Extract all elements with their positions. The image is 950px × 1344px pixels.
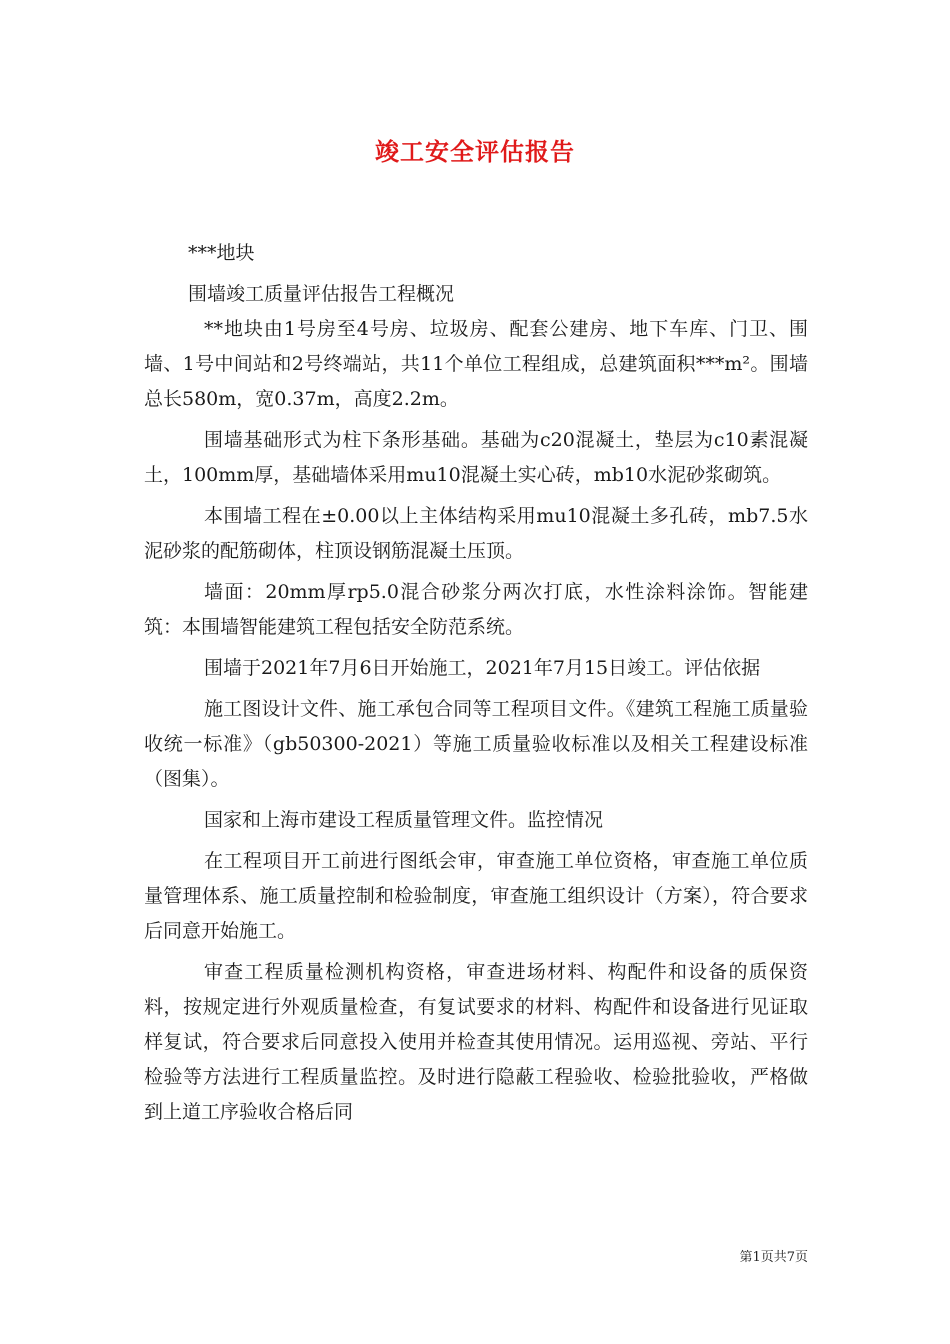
paragraph-regulations: 国家和上海市建设工程质量管理文件。监控情况 [204, 809, 604, 831]
paragraph-quality-control: 审查工程质量检测机构资格，审查进场材料、构配件和设备的质保资料，按规定进行外观质量检查，有复试要求的材料、构配件和设备进行见证取样复试，符合要求后同意投入使用并检查其使用情况。运用巡视、旁站、平行检验等方法进行工程质量监控。及时进行隐蔽工程验收、检验批验收，严格做到上道工序验收合格后同 [144, 961, 808, 1123]
paragraph-pre-construction: 在工程项目开工前进行图纸会审，审查施工单位资格，审查施工单位质量管理体系、施工质量控制和检验制度，审查施工组织设计（方案），符合要求后同意开始施工。 [144, 850, 808, 942]
paragraph-overview-heading: 围墙竣工质量评估报告工程概况 [188, 283, 455, 305]
paragraph-schedule: 围墙于2021年7月6日开始施工，2021年7月15日竣工。评估依据 [204, 657, 761, 679]
paragraph-basis: 施工图设计文件、施工承包合同等工程项目文件。《建筑工程施工质量验收统一标准》（gb50300-2021）等施工质量验收标准以及相关工程建设标准（图集）。 [144, 698, 808, 790]
document-body [144, 236, 808, 1130]
paragraph-foundation: 围墙基础形式为柱下条形基础。基础为c20混凝土，垫层为c10素混凝土，100mm厚，基础墙体采用mu10混凝土实心砖，mb10水泥砂浆砌筑。 [144, 429, 808, 486]
document-title: 竣工安全评估报告 [375, 137, 575, 166]
paragraph-overview: **地块由1号房至4号房、垃圾房、配套公建房、地下车库、门卫、围墙、1号中间站和2号终端站，共11个单位工程组成，总建筑面积***m²。围墙总长580m，宽0.37m，高度2.2m。 [144, 318, 808, 410]
paragraph-plot: ***地块 [188, 242, 255, 264]
page-number: 第1页共7页 [739, 1250, 808, 1265]
paragraph-structure: 本围墙工程在±0.00以上主体结构采用mu10混凝土多孔砖，mb7.5水泥砂浆的配筋砌体，柱顶设钢筋混凝土压顶。 [144, 505, 808, 562]
paragraph-wall-surface: 墙面：20mm厚rp5.0混合砂浆分两次打底，水性涂料涂饰。智能建筑：本围墙智能建筑工程包括安全防范系统。 [144, 581, 808, 638]
